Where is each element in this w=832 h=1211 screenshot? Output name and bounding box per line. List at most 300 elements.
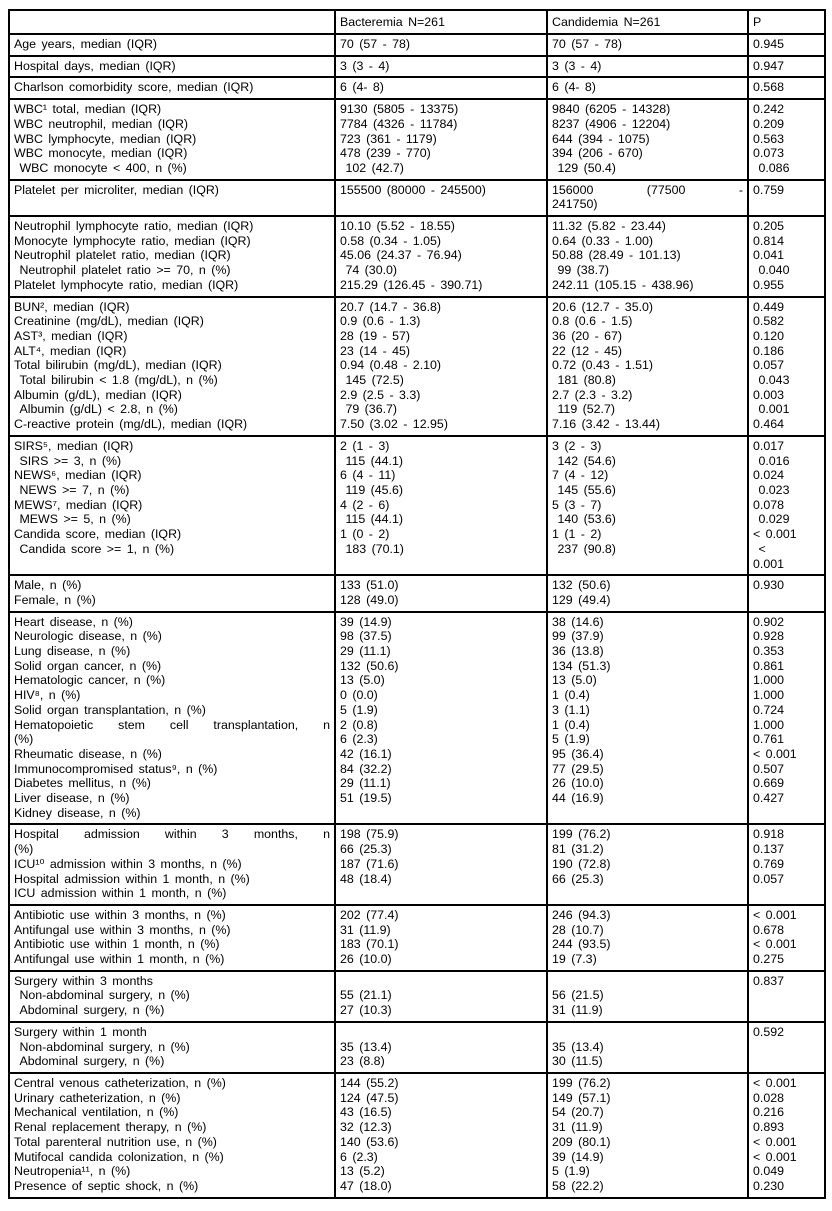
cell-line: 99 (37.9) [552,629,604,644]
cell-line: 50.88 (28.49 - 101.13) [552,248,681,263]
cell-p-value [748,77,825,99]
cell-line: 19 (7.3) [552,952,597,967]
cell-line: 0.955 [753,277,785,292]
cell-candidemia-value [547,971,748,1022]
cell-candidemia-value [547,612,748,825]
cell-line: 0.893 [753,1120,785,1135]
cell-line: 0.057 [753,358,785,373]
cell-line: 3 (1.1) [552,702,590,717]
cell-line: 20.6 (12.7 - 35.0) [552,299,654,314]
cell-line: 183 (70.1) [340,937,399,952]
cell-line: 0.837 [753,973,785,988]
cell-line: Hematologic cancer, n (%) [14,673,166,688]
cell-line: Surgery within 1 month [14,1024,147,1039]
cell-line: 134 (51.3) [552,658,611,673]
cell-line: Charlson comorbidity score, median (IQR) [14,80,254,95]
cell-line: 6 (2.3) [340,1149,378,1164]
cell-line: 2.7 (2.3 - 3.2) [552,387,633,402]
header-p-value [748,10,825,34]
cell-line: < [753,541,766,556]
cell-line: 102 (42.7) [340,160,404,175]
cell-line: < 0.001 [753,1134,797,1149]
cell-line: 6 (4 - 11) [340,468,396,483]
cell-line: Male, n (%) [14,578,82,593]
cell-line: 187 (71.6) [340,856,399,871]
cell-row-label [9,297,335,436]
cell-line: Non-abdominal surgery, n (%) [14,1039,190,1054]
cell-line: Liver disease, n (%) [14,791,130,806]
cell-line: 0.073 [753,146,785,161]
cell-bacteremia-value [335,56,547,78]
cell-line: 241750) [552,197,598,212]
cell-line: 124 (47.5) [340,1090,399,1105]
cell-line: 0.464 [753,417,785,432]
cell-line: 0.275 [753,952,785,967]
cell-line: 199 (76.2) [552,1076,611,1090]
table-row-group [9,34,825,56]
cell-line: 133 (51.0) [340,578,399,593]
table-row-group [9,612,825,825]
cell-candidemia-value [547,77,748,99]
cell-line: 0.94 (0.48 - 2.10) [340,358,442,373]
cell-line: 0.449 [753,299,785,314]
cell-line: 70 (57 - 78) [340,37,411,51]
cell-line: Platelet per microliter, median (IQR) [14,182,219,197]
cell-line: Abdominal surgery, n (%) [14,1003,165,1018]
cell-line: 48 (18.4) [340,871,392,886]
cell-line: MEWS⁷, median (IQR) [14,497,143,512]
cell-line: 246 (94.3) [552,907,611,922]
cell-line: Creatinine (mg/dL), median (IQR) [14,314,204,329]
cell-row-label [9,56,335,78]
cell-candidemia-value [547,216,748,297]
cell-line: 1 (1 - 2) [552,527,602,542]
table-row-group [9,971,825,1022]
cell-line: 2 (0.8) [340,717,378,732]
cell-line: 149 (57.1) [552,1090,611,1105]
table-row-group [9,216,825,297]
cell-line: 5 (1.9) [552,1164,590,1179]
cell-line: 0.041 [753,248,785,263]
cell-line: C-reactive protein (mg/dL), median (IQR) [14,417,248,432]
cell-line: 13 (5.0) [340,673,385,688]
cell-p-value [748,297,825,436]
cell-line: 31 (11.9) [552,1003,603,1018]
cell-line: 0.427 [753,791,785,806]
cell-line: 140 (53.6) [552,512,616,527]
cell-line: (%) [14,842,34,857]
cell-line: 0.759 [753,182,785,197]
cell-line: 35 (13.4) [552,1039,604,1054]
cell-line: 478 (239 - 770) [340,146,431,161]
cell-line: 0.078 [753,497,785,512]
cell-line: 140 (53.6) [340,1134,399,1149]
cell-p-value [748,824,825,905]
cell-bacteremia-value [335,34,547,56]
cell-line [552,974,743,989]
cell-line: 1.000 [753,673,785,688]
cell-line: 36 (13.8) [552,644,604,659]
cell-row-label [9,34,335,56]
cell-line: Diabetes mellitus, n (%) [14,776,151,791]
cell-line: 5 (1.9) [340,702,378,717]
cell-line: 156000 (77500 - [552,182,743,197]
cell-line: (%) [14,732,34,747]
cell-row-label [9,575,335,611]
cell-line: 1 (0.4) [552,688,590,703]
cell-line: 0.769 [753,856,785,871]
cell-line: 28 (10.7) [552,922,604,937]
cell-bacteremia-value [335,905,547,971]
cell-line: 0.724 [753,702,785,717]
cell-line: Neutropenia¹¹, n (%) [14,1164,131,1179]
cell-line: Platelet lymphocyte ratio, median (IQR) [14,277,239,292]
cell-row-label [9,824,335,905]
cell-line: 1.000 [753,688,785,703]
cell-line: 74 (30.0) [340,263,398,278]
header-empty-cell [9,10,335,34]
cell-line: 13 (5.0) [552,673,597,688]
cell-bacteremia-value [335,971,547,1022]
cell-line: 119 (45.6) [340,482,404,497]
table-row-group [9,905,825,971]
cell-line: 43 (16.5) [340,1105,392,1120]
cell-row-label [9,612,335,825]
cell-line: 0.592 [753,1024,785,1039]
cell-line: 55 (21.1) [340,988,392,1003]
cell-line: 644 (394 - 1075) [552,131,650,146]
cell-line: Female, n (%) [14,592,96,607]
cell-line: 7.50 (3.02 - 12.95) [340,417,448,432]
cell-bacteremia-value [335,436,547,575]
header-bacteremia-label: Bacteremia N=261 [340,15,445,29]
cell-line: 66 (25.3) [552,871,604,886]
cell-line: 9130 (5805 - 13375) [340,102,459,117]
header-p-label: P [753,15,762,29]
cell-line: Rheumatic disease, n (%) [14,746,162,761]
cell-line: 32 (12.3) [340,1120,392,1135]
cell-line: Kidney disease, n (%) [14,805,141,820]
cell-line: 0.023 [753,482,790,497]
cell-line: 0.582 [753,314,785,329]
cell-line: MEWS >= 5, n (%) [14,512,131,527]
cell-line: 35 (13.4) [340,1039,392,1054]
cell-line: 11.32 (5.82 - 23.44) [552,219,666,234]
cell-line: Total bilirubin (mg/dL), median (IQR) [14,358,222,373]
cell-bacteremia-value [335,1073,547,1198]
cell-line: SIRS⁵, median (IQR) [14,438,134,453]
cell-line: 79 (36.7) [340,402,398,417]
cell-line: 2 (1 - 3) [340,438,390,453]
cell-line: 0.016 [753,453,790,468]
cell-line: 0.209 [753,116,785,131]
cell-line: 129 (50.4) [552,160,616,175]
cell-line: 128 (49.0) [340,592,399,607]
cell-line: 237 (90.8) [552,541,616,556]
cell-bacteremia-value [335,612,547,825]
cell-bacteremia-value [335,824,547,905]
cell-line: 199 (76.2) [552,827,611,842]
cell-line: 0.947 [753,58,785,73]
cell-bacteremia-value [335,575,547,611]
cell-line: Neutrophil platelet ratio >= 70, n (%) [14,263,231,278]
cell-line: Hospital admission within 1 month, n (%) [14,871,250,886]
cell-row-label [9,1022,335,1073]
cell-line: 0.086 [753,160,790,175]
cell-line: 0.928 [753,629,785,644]
cell-line: Abdominal surgery, n (%) [14,1054,165,1069]
cell-line: 181 (80.8) [552,373,616,388]
cell-line: Immunocompromised status⁹, n (%) [14,761,218,776]
cell-line: 0.945 [753,37,785,51]
cell-line: 0.001 [753,402,790,417]
cell-line: Non-abdominal surgery, n (%) [14,988,190,1003]
cell-line: 42 (16.1) [340,746,392,761]
cell-line: 26 (10.0) [340,952,392,967]
cell-line: 0.205 [753,219,785,234]
cell-line: Central venous catheterization, n (%) [14,1076,226,1090]
cell-line: 0.918 [753,827,785,842]
cell-line: 0.568 [753,80,785,95]
cell-line: 202 (77.4) [340,907,399,922]
header-candidemia-label: Candidemia N=261 [552,15,661,29]
cell-line: 47 (18.0) [340,1178,392,1193]
cell-line: 3 (2 - 3) [552,438,602,453]
cell-p-value [748,436,825,575]
cell-line: 30 (11.5) [552,1054,603,1069]
cell-line: 0.861 [753,658,785,673]
cell-line: 6 (4- 8) [552,80,596,95]
cell-line: BUN², median (IQR) [14,299,130,314]
cell-line: WBC neutrophil, median (IQR) [14,116,189,131]
cell-line: 95 (36.4) [552,746,604,761]
cell-line: Mechanical ventilation, n (%) [14,1105,179,1120]
cell-line: 44 (16.9) [552,791,604,806]
table-body [9,34,825,1198]
cell-line: 119 (52.7) [552,402,616,417]
cell-line: Antifungal use within 3 months, n (%) [14,922,231,937]
cell-line: SIRS >= 3, n (%) [14,453,122,468]
cell-line: 98 (37.5) [340,629,392,644]
cell-line: 23 (14 - 45) [340,343,411,358]
cell-line: ICU¹⁰ admission within 3 months, n (%) [14,856,242,871]
cell-line: 0.242 [753,102,785,117]
cell-line: 155500 (80000 - 245500) [340,182,486,197]
cell-line: Neutrophil lymphocyte ratio, median (IQR) [14,219,254,234]
cell-line [552,1025,743,1040]
cell-row-label [9,180,335,216]
table-row-group [9,436,825,575]
cell-bacteremia-value [335,77,547,99]
cell-line: 132 (50.6) [340,658,399,673]
cell-line: Heart disease, n (%) [14,614,133,629]
cell-line: AST³, median (IQR) [14,328,128,343]
cell-line: 5 (3 - 7) [552,497,602,512]
cell-line: 7784 (4326 - 11784) [340,116,458,131]
cell-line: 198 (75.9) [340,827,399,842]
cell-line: 8237 (4906 - 12204) [552,116,671,131]
cell-p-value [748,99,825,180]
cell-bacteremia-value [335,1022,547,1073]
cell-line: Renal replacement therapy, n (%) [14,1120,207,1135]
cell-line: Solid organ cancer, n (%) [14,658,162,673]
cell-line: 132 (50.6) [552,578,611,593]
table-row-group [9,77,825,99]
cell-line: 7.16 (3.42 - 13.44) [552,417,660,432]
table-row-group [9,180,825,216]
cell-line: Total parenteral nutrition use, n (%) [14,1134,217,1149]
cell-line: 0.001 [753,556,785,571]
cell-line: NEWS >= 7, n (%) [14,482,130,497]
cell-line: 36 (20 - 67) [552,328,623,343]
cell-line: Antibiotic use within 3 months, n (%) [14,907,226,922]
cell-line: 0.040 [753,263,790,278]
cell-line: 66 (25.3) [340,842,392,857]
cell-candidemia-value [547,99,748,180]
cell-line: 115 (44.1) [340,453,404,468]
cell-row-label [9,1073,335,1198]
cell-line: 145 (55.6) [552,482,616,497]
cell-line: 0.216 [753,1105,785,1120]
cell-line: 0.902 [753,614,785,629]
cell-line: Antibiotic use within 1 month, n (%) [14,937,220,952]
cell-line: Mutifocal candida colonization, n (%) [14,1149,224,1164]
cell-line: < 0.001 [753,1076,797,1090]
cell-line: 9840 (6205 - 14328) [552,102,671,117]
cell-line: 58 (22.2) [552,1178,604,1193]
cell-line: 0.507 [753,761,785,776]
cell-line: WBC¹ total, median (IQR) [14,102,162,117]
cell-candidemia-value [547,180,748,216]
cell-line: 0.024 [753,468,785,483]
header-bacteremia [335,10,547,34]
cell-p-value [748,180,825,216]
cell-row-label [9,77,335,99]
cell-p-value [748,1022,825,1073]
cell-line: 10.10 (5.52 - 18.55) [340,219,455,234]
cell-line: 190 (72.8) [552,856,611,871]
cell-line: 31 (11.9) [340,922,391,937]
cell-line: Monocyte lymphocyte ratio, median (IQR) [14,233,251,248]
cell-p-value [748,905,825,971]
cell-line: 0.057 [753,871,785,886]
cell-line: WBC lymphocyte, median (IQR) [14,131,197,146]
cell-candidemia-value [547,297,748,436]
cell-line: 0.029 [753,512,790,527]
cell-line: Candida score, median (IQR) [14,527,182,542]
cell-line: 77 (29.5) [552,761,604,776]
cell-line: 31 (11.9) [552,1120,603,1135]
cell-line: 115 (44.1) [340,512,404,527]
cell-line: Age years, median (IQR) [14,37,158,51]
cell-line: 209 (80.1) [552,1134,611,1149]
cell-p-value [748,56,825,78]
cell-row-label [9,905,335,971]
cell-line: 183 (70.1) [340,541,404,556]
cell-line: 244 (93.5) [552,937,611,952]
cell-line: 22 (12 - 45) [552,343,623,358]
cell-line: 13 (5.2) [340,1164,385,1179]
cell-line: 6 (2.3) [340,732,378,747]
cell-line: 0.137 [753,842,785,857]
cell-p-value [748,612,825,825]
cell-line: Lung disease, n (%) [14,644,131,659]
cell-p-value [748,971,825,1022]
cell-line: Hospital days, median (IQR) [14,58,176,73]
cell-line: 142 (54.6) [552,453,616,468]
cell-line: WBC monocyte, median (IQR) [14,146,188,161]
cell-line: 215.29 (126.45 - 390.71) [340,277,483,292]
cell-line: < 0.001 [753,937,797,952]
cell-line: 0.028 [753,1090,785,1105]
cell-line: < 0.001 [753,527,797,542]
cell-line: 0.230 [753,1178,785,1193]
cell-line: 20.7 (14.7 - 36.8) [340,299,442,314]
cell-line: 0.8 (0.6 - 1.5) [552,314,633,329]
cell-line: 45.06 (24.37 - 76.94) [340,248,462,263]
cell-row-label [9,436,335,575]
table-row-group [9,824,825,905]
cell-line: 3 (3 - 4) [552,58,602,73]
cell-line: 0.186 [753,343,785,358]
cell-line: 1 (0.4) [552,717,590,732]
cell-line [340,974,542,989]
cell-line: 0.930 [753,578,785,593]
cell-line: 394 (206 - 670) [552,146,643,161]
cell-line: Total bilirubin < 1.8 (mg/dL), n (%) [14,373,218,388]
cell-line: 39 (14.9) [552,1149,604,1164]
cell-line: 242.11 (105.15 - 438.96) [552,277,694,292]
cell-line: Antifungal use within 1 month, n (%) [14,952,225,967]
cell-line: Hospital admission within 3 months, n [14,827,330,842]
cell-line: 0.017 [753,438,785,453]
cell-line: 0 (0.0) [340,688,378,703]
cell-candidemia-value [547,34,748,56]
cell-line: 1 (0 - 2) [340,527,390,542]
cell-line: 0.669 [753,776,785,791]
cell-line: 99 (38.7) [552,263,610,278]
cell-p-value [748,575,825,611]
cell-line: 0.049 [753,1164,785,1179]
cell-line: Albumin (g/dL) < 2.8, n (%) [14,402,178,417]
cell-line: 144 (55.2) [340,1076,399,1090]
table-row-group [9,1022,825,1073]
cell-row-label [9,971,335,1022]
table-header-row [9,10,825,34]
cell-bacteremia-value [335,216,547,297]
cell-line: Albumin (g/dL), median (IQR) [14,387,182,402]
cell-line: Candida score >= 1, n (%) [14,541,175,556]
header-empty-label [14,14,330,30]
cell-line: 29 (11.1) [340,776,391,791]
cell-line: Urinary catheterization, n (%) [14,1090,181,1105]
cell-line: 0.9 (0.6 - 1.3) [340,314,421,329]
cell-line: Surgery within 3 months [14,973,153,988]
cell-line: 54 (20.7) [552,1105,604,1120]
cell-line: 6 (4- 8) [340,80,384,95]
cell-line: Neutrophil platelet ratio, median (IQR) [14,248,231,263]
cell-line: 0.353 [753,644,785,659]
cell-line: 145 (72.5) [340,373,404,388]
cell-candidemia-value [547,824,748,905]
cell-line: 129 (49.4) [552,592,611,607]
cell-line: ALT⁴, median (IQR) [14,343,127,358]
cell-line: 0.043 [753,373,790,388]
cell-line: 0.120 [753,328,785,343]
cell-candidemia-value [547,1073,748,1198]
cell-line: < 0.001 [753,746,797,761]
cell-line: 723 (361 - 1179) [340,131,437,146]
